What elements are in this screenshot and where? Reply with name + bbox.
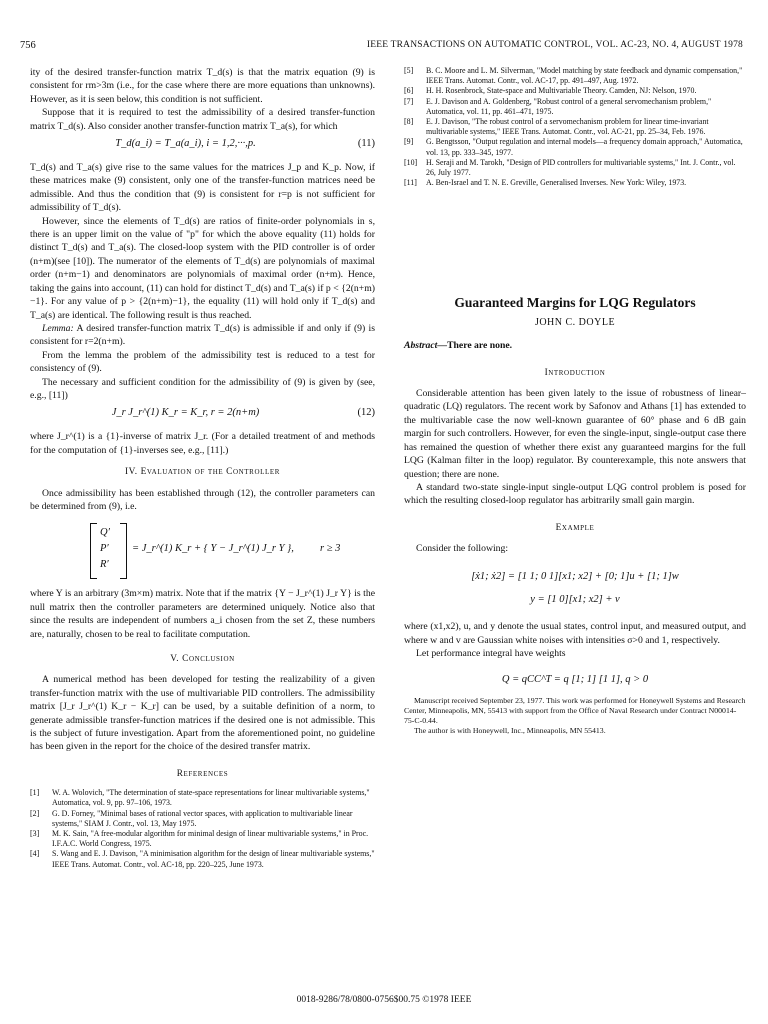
references-heading: References	[176, 768, 229, 779]
paragraph: Let performance integral have weights	[416, 648, 566, 660]
reference-text: E. J. Davison, "The robust control of a servomechanism problem for linear time-invariant multivariable systems," IEEE Trans. Automat. Contr., vol. AC-21, pp. 25–34, Feb. 1976.	[426, 117, 709, 137]
reference-text: G. D. Forney, "Minimal bases of rational vector spaces, with application to multivariable linear systems," SIAM J. Contr., vol. 13, May 1975.	[52, 808, 353, 828]
matrix-condition: r ≥ 3	[320, 543, 341, 555]
reference-number: [6]	[404, 86, 414, 96]
copyright-footer: 0018-9286/78/0800-0756$00.75 ©1978 IEEE	[296, 995, 472, 1005]
paragraph: Consider the following:	[416, 543, 509, 555]
matrix-rhs: = J_r^(1) K_r + { Y − J_r^(1) J_r Y },	[132, 543, 294, 555]
section-heading: IV. Evaluation of the Controller	[124, 467, 280, 478]
paragraph: However, since the elements of T_d(s) are ratios of finite-order polynomials in s, there is an upper limit on the value of "p" for which the above equality (11) holds for distinct T_d(s) and T_a(s). The closed-loop system with the PID controller is of order (n+m)(see [10]). The numerator of the elements of T_d(s) are polynomials of maximal order (n+m−1) and denominators are polynomials of maximal order (n+m). Hence, taking the gains into account, (11) can hold for distinct T_d(s) and T_a(s) if p < {2(n+m)−1}. For any value of p > {2(n+m)−1}, the equality (11) will hold only if T_d(s) and T_a(s) are identical. The following result is thus reached.	[30, 215, 375, 321]
paragraph: where J_r^(1) is a {1}-inverse of matrix J_r. (For a detailed treatment of and methods for the computation of {1}-inverses see, e.g., [11].)	[30, 431, 375, 456]
reference-number: [1]	[30, 788, 40, 798]
reference-item	[404, 66, 746, 86]
section-heading: V. Conclusion	[170, 654, 235, 664]
reference-number: [9]	[404, 137, 414, 147]
running-header: IEEE TRANSACTIONS ON AUTOMATIC CONTROL, VOL. AC-23, NO. 4, AUGUST 1978	[366, 40, 743, 50]
equation-11	[30, 137, 375, 157]
reference-number: [11]	[404, 178, 417, 188]
right-bracket	[120, 523, 127, 579]
reference-list	[30, 788, 375, 870]
paragraph: A standard two-state single-input single-output LQG control problem is posed for which the resulting closed-loop regulator has arbitrarily small gain margin.	[404, 481, 746, 507]
equation-number: (12)	[357, 407, 375, 419]
left-column	[30, 66, 375, 870]
equation-12	[30, 406, 375, 426]
article-author: JOHN C. DOYLE	[534, 316, 616, 328]
matrix-entry: R′	[100, 559, 109, 571]
paragraph: From the lemma the problem of the admissibility test is reduced to a test for consistency of (9).	[30, 349, 375, 375]
section-heading: Example	[555, 522, 595, 533]
lemma-text: A desired transfer-function matrix T_d(s) is admissible if and only if (9) is consistent for r=2(n+m).	[30, 322, 375, 348]
paragraph: Suppose that it is required to test the admissibility of a desired transfer-function matrix T_d(s). Also consider another transfer-function matrix T_a(s), for which	[30, 107, 375, 132]
paragraph: T_d(s) and T_a(s) give rise to the same values for the matrices J_p and K_p. Now, if these matrices make (9) consistent, only one of the transfer-function matrices need be admissible. And thus the condition that (9) is consistent for r=p is not sufficient for admissibility of T_d(s).	[30, 162, 375, 214]
paragraph: Once admissibility has been established through (12), the controller parameters can be determined from (9), i.e.	[30, 487, 375, 512]
reference-item	[30, 849, 375, 869]
paragraph: Considerable attention has been given lately to the issue of robustness of linear–quadratic (LQ) regulators. The recent work by Safonov and Athans [1] has extended to the multivariable case the now well-known guarantee of 60° phase and 6 dB gain margin for such controllers. However, for even the single-input, single-output case there has remained the question of whether there exist any guaranteed margins for the full LQG (Kalman filter in the loop) regulator. By counterexample, this note answers that question; there are none.	[404, 388, 746, 480]
reference-number: [3]	[30, 829, 40, 839]
reference-item	[404, 178, 746, 188]
right-column	[404, 66, 746, 736]
reference-text: M. K. Sain, "A free-modular algorithm for minimal design of linear multivariable systems," in Proc. I.F.A.C. World Congress, 1975.	[52, 829, 369, 849]
abstract	[404, 339, 746, 352]
equation-number: (11)	[357, 138, 375, 150]
reference-number: [7]	[404, 96, 414, 106]
reference-item	[404, 97, 746, 117]
reference-number: [4]	[30, 849, 40, 859]
abstract-text: There are none.	[447, 340, 513, 352]
reference-item	[404, 86, 746, 96]
reference-item	[30, 829, 375, 849]
footnote: Manuscript received September 23, 1977. This work was performed for Honeywell Systems and Research Center, Minneapolis, MN, 55413 with support from the Office of Naval Research under Contract N00014-75-C-0.44.	[404, 695, 746, 725]
reference-text: W. A. Wolovich, "The determination of state-space representations for linear multivariable systems," Automatica, vol. 9, pp. 97–106, 1973.	[52, 788, 370, 808]
weight-equation: Q = qCC^T = q [1; 1] [1 1], q > 0	[501, 673, 649, 685]
reference-number: [10]	[404, 157, 418, 167]
reference-text: H. Seraji and M. Tarokh, "Design of PID controllers for multivariable systems," Int. J. Contr., vol. 26, July 1977.	[426, 157, 736, 178]
reference-item	[404, 158, 746, 178]
equation-body: T_d(a_i) = T_a(a_i), i = 1,2,···,p.	[115, 138, 256, 150]
reference-number: [5]	[404, 66, 414, 75]
reference-text: E. J. Davison and A. Goldenberg, "Robust control of a general servomechanism problem," Automatica, vol. 11, pp. 461–471, 1975.	[426, 96, 712, 116]
left-bracket	[90, 523, 97, 579]
lemma-label: Lemma:	[42, 322, 74, 334]
reference-item	[404, 137, 746, 157]
reference-item	[30, 788, 375, 808]
reference-text: B. C. Moore and L. M. Silverman, "Model matching by state feedback and dynamic compensation," IEEE Trans. Automat. Contr., vol. AC-17, pp. 491–497, Aug. 1972.	[426, 66, 743, 86]
controller-parameter-equation	[30, 519, 375, 581]
equation-body: J_r J_r^(1) K_r = K_r, r = 2(n+m)	[111, 407, 260, 419]
section-heading: Introduction	[544, 367, 606, 378]
reference-item	[30, 809, 375, 829]
reference-text: A. Ben-Israel and T. N. E. Greville, Generalised Inverses. New York: Wiley, 1973.	[426, 178, 687, 188]
paragraph: A numerical method has been developed for testing the realizability of a given transfer-function matrix with the use of multivariable PID controllers. The admissibility matrix [J_r J_r^(1) K_r − K_r] can be used, by a suitable definition of a norm, to generate admissible transfer-function matrices if the desired one is not admissible. This is the subject of future investigation. Apart from the aforementioned point, no guideline has been given in the report for the choice of the desired transfer matrix.	[30, 674, 375, 753]
matrix-entry: Q′	[100, 527, 110, 539]
paragraph: ity of the desired transfer-function matrix T_d(s) is that the matrix equation (9) is consistent for rm>3m (i.e., for the case where there are more equations than unknowns). However, as it is seen below, this condition is not sufficient.	[30, 67, 375, 105]
reference-number: [8]	[404, 117, 414, 127]
page-number: 756	[20, 40, 36, 51]
footnote: The author is with Honeywell, Inc., Minneapolis, MN 55413.	[414, 725, 606, 735]
paragraph: The necessary and sufficient condition for the admissibility of (9) is given by (see, e.g., [11])	[30, 376, 375, 401]
output-equation: y = [1 0][x1; x2] + v	[530, 593, 620, 605]
lemma	[30, 322, 375, 349]
reference-item	[404, 117, 746, 137]
reference-number: [2]	[30, 808, 40, 818]
reference-text: S. Wang and E. J. Davison, "A minimisation algorithm for the design of linear multivariable systems," IEEE Trans. Automat. Contr., vol. AC-18, pp. 220–225, June 1973.	[52, 849, 375, 869]
spacer	[404, 188, 746, 296]
article-title: Guaranteed Margins for LQG Regulators	[454, 295, 696, 311]
paragraph: where Y is an arbitrary (3m×m) matrix. Note that if the matrix {Y − J_r^(1) J_r Y} is the null matrix then the controller parameters are determined uniquely. Notice also that since the results are independent of numbers a_i chosen from the set Z, these numbers are, naturally, chosen to be real to facilitate computation.	[30, 588, 375, 640]
state-equation: [ẋ1; ẋ2] = [1 1; 0 1][x1; x2] + [0; 1]u + [1; 1]w	[471, 570, 679, 582]
paragraph: where (x1,x2), u, and y denote the usual states, control input, and measured output, and where w and v are Gaussian white noises with intensities σ>0 and 1, respectively.	[404, 621, 746, 646]
matrix-entry: P′	[100, 543, 109, 555]
reference-text: G. Bengtsson, "Output regulation and internal models—a frequency domain approach," Automatica, vol. 13, pp. 333–345, 1977.	[426, 137, 743, 157]
abstract-label: Abstract—	[404, 340, 448, 352]
matrix-column	[100, 525, 110, 573]
reference-text: H. H. Rosenbrock, State-space and Multivariable Theory. Camden, NJ: Nelson, 1970.	[426, 86, 697, 96]
reference-list	[404, 66, 746, 188]
